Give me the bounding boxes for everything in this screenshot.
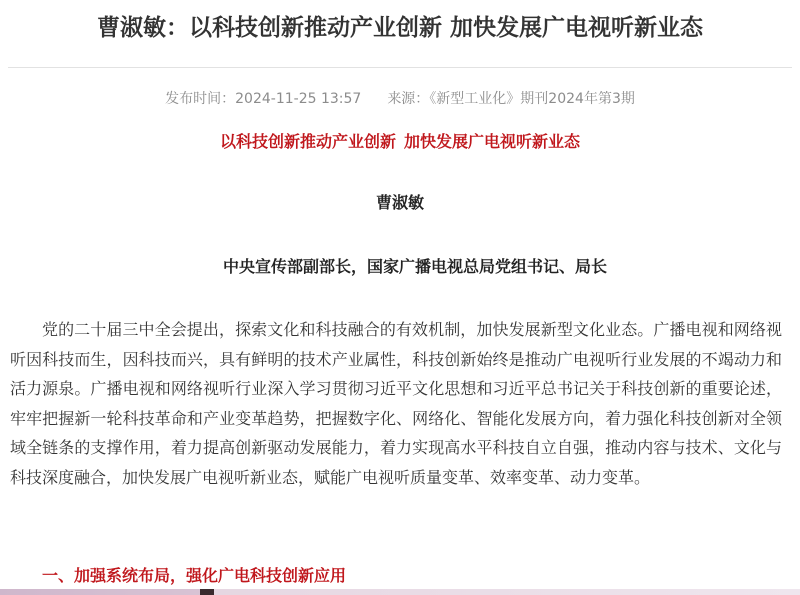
source-label: 来源： (387, 91, 430, 107)
bottom-edge-strip (0, 589, 800, 595)
subtitle-part-1: 以科技创新推动产业创新 (219, 132, 396, 151)
body-paragraph: 党的二十届三中全会提出，探索文化和科技融合的有效机制，加快发展新型文化业态。广播电视和网络视听因科技而生，因科技而兴，具有鲜明的技术产业属性，科技创新始终是推动广电视听行业发展的不竭动力和活力源泉。广播电视和网络视听行业深入学习贯彻习近平文化思想和习近平总书记关于科技创新的重要论述，牢牢把握新一轮科技革命和产业变革趋势，把握数字化、网络化、智能化发展方向，着力强化科技创新对全领域全链条的支撑作用，着力提高创新驱动发展能力，着力实现高水平科技自立自强，推动内容与技术、文化与科技深度融合，加快发展广电视听新业态，赋能广电视听质量变革、效率变革、动力变革。 (10, 320, 782, 487)
title-divider (8, 67, 792, 68)
author-name: 曹淑敏 (375, 193, 424, 212)
source-text: 《新型工业化》期刊2024年第3期 (429, 91, 635, 107)
page-title: 曹淑敏：以科技创新推动产业创新 加快发展广电视听新业态 (96, 15, 703, 41)
publish-time: 2024-11-25 13:57 (235, 91, 362, 107)
article-meta (0, 88, 800, 110)
section-heading: 一、加强系统布局，强化广电科技创新应用 (42, 566, 347, 585)
publish-label: 发布时间： (165, 91, 236, 107)
subtitle-part-2: 加快发展广电视听新业态 (404, 132, 581, 151)
author-role: 中央宣传部副部长，国家广播电视总局党组书记、局长 (222, 257, 607, 276)
article-subtitle (0, 129, 800, 155)
